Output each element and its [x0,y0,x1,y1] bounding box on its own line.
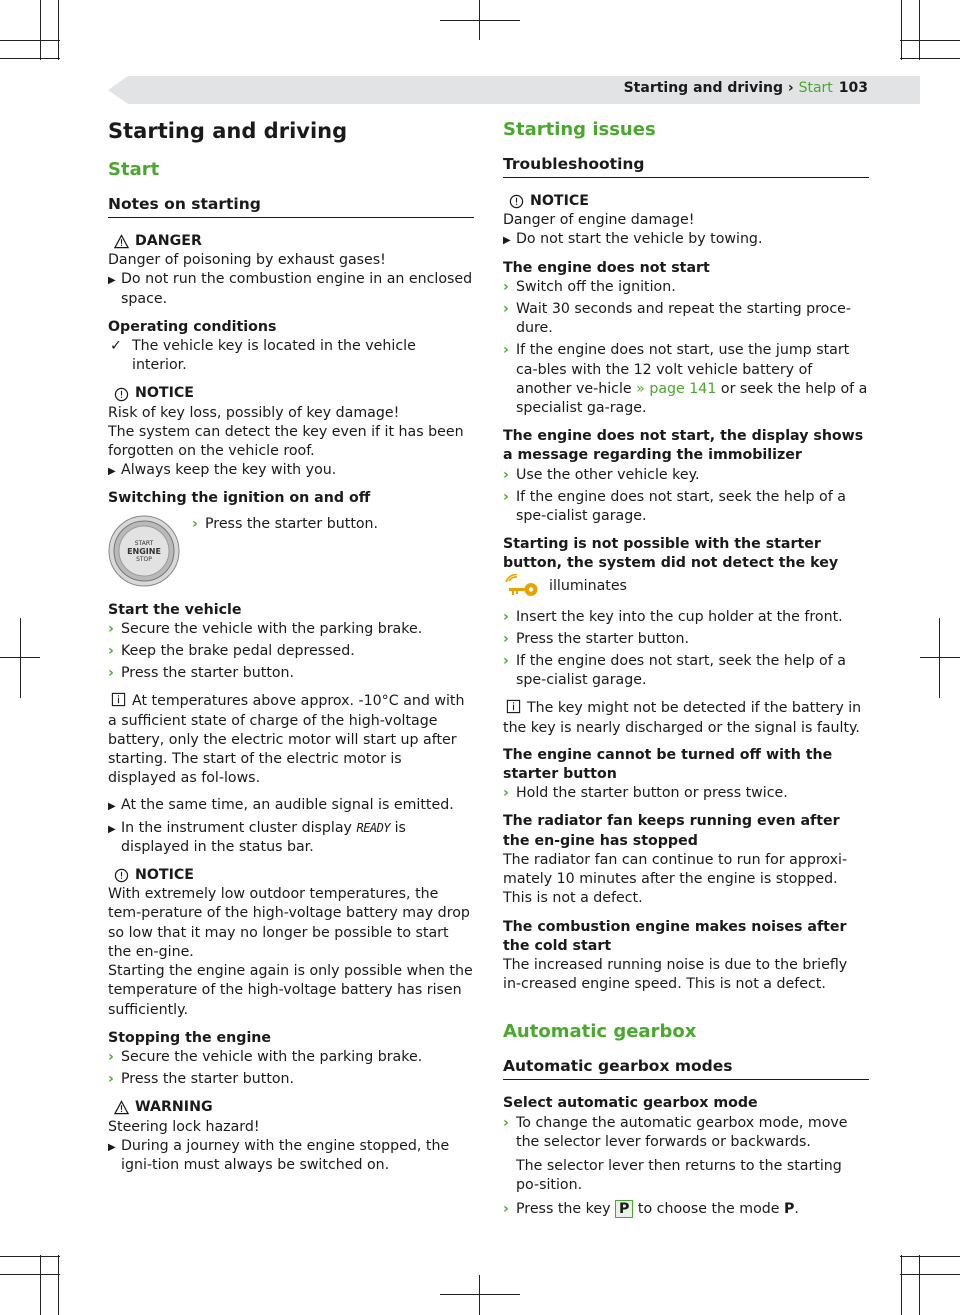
crop-mark [20,618,21,698]
step-item [192,515,474,534]
block-title: The engine cannot be turned off with the starter button [503,746,833,783]
stopping-block [108,1029,474,1090]
notice-icon [509,194,524,209]
step-item [108,664,474,683]
step-item [503,784,869,803]
start-vehicle-block [108,601,474,684]
list-item [108,819,474,857]
page-number: 103 [838,80,868,96]
notice-title [108,866,474,885]
illuminates-text: illuminates [549,578,627,595]
list-item-text: At the same time, an audible signal is emitted. [121,797,454,814]
warning-triangle-icon [114,1100,129,1115]
p-key-icon: P [615,1200,633,1218]
notice-text: Danger of engine damage! [503,212,695,229]
warning-label: WARNING [135,1099,213,1116]
step-item [503,652,869,690]
crop-mark [0,1256,60,1257]
info-icon [111,692,126,707]
crop-mark [0,1274,60,1275]
arrow-icon: ▶ [108,466,116,478]
cannot-turn-off-block [503,746,869,804]
notice-text: Starting the engine again is only possible when the temperature of the high-voltage battery has risen sufficiently. [108,963,473,1018]
step-item [108,1070,474,1089]
step-text: Press the starter button. [205,515,379,532]
key-warning-icon [503,574,541,600]
block-title: The radiator fan keeps running even after the en-gine has stopped [503,813,840,849]
step-text: Press the key [516,1201,611,1218]
step-text: Insert the key into the cup holder at the front. [516,608,843,625]
crop-mark [40,1255,41,1315]
step-text: Press the starter button. [121,1071,295,1088]
header-section: Starting and driving [623,80,784,96]
danger-label: DANGER [135,233,202,249]
warning-text: Steering lock hazard! [108,1118,260,1135]
block-title: The combustion engine makes noises after the cold start [503,918,847,954]
key-indicator-row [503,574,869,600]
list-item-text: Always keep the key with you. [121,462,337,479]
step-item [503,300,869,338]
step-chevron-icon: › [108,1071,114,1088]
block-text: The increased running noise is due to the briefly in-creased engine speed. This is not a defect. [503,956,848,993]
step-text: If the engine does not start, use the jump start ca-bles with the 12 volt vehicle battery of another ve-hicle [516,342,850,397]
crop-mark [0,58,60,59]
notice-label: NOTICE [135,385,194,402]
header-subsection: Start [798,80,833,96]
block-title: The engine does not start, the display shows a message regarding the immobilizer [503,428,864,464]
starter-button-figure [108,515,474,587]
step-text: Secure the vehicle with the parking brake. [121,1048,423,1065]
list-item [108,461,474,480]
immobilizer-block [503,427,869,526]
step-text: Use the other vehicle key. [516,466,700,483]
notice-box [108,866,474,1020]
list-item [108,796,474,815]
step-chevron-icon: › [503,1114,509,1131]
section-title: Automatic gearbox [503,1021,697,1043]
crop-mark [939,618,940,698]
info-icon [506,699,521,714]
step-chevron-icon: › [108,1048,114,1065]
info-text: At temperatures above approx. -10°C and with a sufficient state of charge of the high-voltage battery, only the electric motor will start up after starting. The start of the electric motor is displayed as fol-lows. [108,693,465,787]
key-not-detected-block [503,535,869,690]
list-item-text: During a journey with the engine stopped, the igni-tion must always be switched on. [121,1137,450,1173]
step-chevron-icon: › [192,515,198,532]
arrow-icon: ▶ [503,235,511,247]
crop-mark [900,58,960,59]
step-item [503,466,869,485]
section-title: Starting issues [503,119,656,140]
step-text: Secure the vehicle with the parking brake. [121,620,423,637]
right-column [503,118,869,1229]
notice-icon [114,387,129,402]
step-chevron-icon: › [503,1201,509,1218]
ready-display-word: READY [356,820,391,835]
danger-title [108,232,474,251]
crop-mark [919,1255,920,1315]
notice-box [503,192,869,250]
step-text: If the engine does not start, seek the help of a spe-cialist garage. [516,488,846,525]
subsection-title: Notes on starting [108,194,474,218]
stopping-title: Stopping the engine [108,1029,272,1046]
checkmark-icon: ✓ [110,338,122,355]
step-chevron-icon: › [503,342,509,359]
ready-list [108,796,474,857]
notice-text: With extremely low outdoor temperatures, the tem-perature of the high-voltage battery may drop so low that it may no longer be possible to start the en-gine. [108,886,470,960]
step-subtext: The selector lever then returns to the starting po-sition. [516,1157,842,1194]
step-chevron-icon: › [503,301,509,318]
step-text: Hold the starter button or press twice. [516,785,788,802]
step-chevron-icon: › [503,653,509,670]
step-text: Keep the brake pedal depressed. [121,643,355,660]
arrow-icon: ▶ [108,275,116,287]
step-item [503,630,869,649]
block-title: Select automatic gearbox mode [503,1095,758,1112]
crop-mark [919,0,920,60]
operating-title: Operating conditions [108,318,277,335]
step-chevron-icon: › [503,488,509,505]
condition-text: The vehicle key is located in the vehicle interior. [132,338,416,374]
start-vehicle-title: Start the vehicle [108,601,242,618]
notice-label: NOTICE [135,867,194,884]
step-item [503,1114,869,1152]
list-item-text: Do not start the vehicle by towing. [516,231,763,248]
danger-box [108,232,474,309]
condition-item [108,337,474,375]
cold-start-block [503,918,869,995]
notice-title [108,384,474,403]
starter-button-icon [108,515,180,587]
button-text-start: START [134,539,154,547]
crop-mark [479,1275,480,1315]
notice-text: Risk of key loss, possibly of key damage! [108,404,400,421]
notice-title [503,192,869,211]
crop-mark [900,1274,960,1275]
subsection-title: Troubleshooting [503,154,869,178]
list-item-text: In the instrument cluster display [121,819,352,836]
danger-text: Danger of poisoning by exhaust gases! [108,252,386,269]
crop-mark [901,1255,902,1315]
step-item [503,488,869,526]
list-item [108,1137,474,1175]
step-text: . [794,1201,799,1218]
crop-mark [901,0,902,60]
step-chevron-icon: › [108,620,114,637]
info-note [108,692,474,788]
radiator-fan-block [503,812,869,908]
step-text: If the engine does not start, seek the help of a spe-cialist garage. [516,653,846,689]
step-item [503,278,869,297]
list-item-text: Do not run the combustion engine in an enclosed space. [121,271,473,307]
warning-title [108,1098,474,1117]
block-text: The radiator fan can continue to run for approxi-mately 10 minutes after the engine is stopped. This is not a defect. [503,851,848,907]
page-link[interactable]: » page 141 [631,380,717,397]
arrow-icon: ▶ [108,1141,116,1153]
warning-box [108,1098,474,1175]
crop-mark [900,40,960,41]
step-item [108,1048,474,1067]
step-chevron-icon: › [503,278,509,295]
crop-mark [58,0,59,60]
button-text-stop: STOP [136,555,152,563]
crop-mark [58,1255,59,1315]
list-item [503,230,869,249]
list-item-text: is displayed in the status bar. [121,819,406,855]
notice-box [108,384,474,480]
crop-mark [0,40,60,41]
mode-p-symbol: P [784,1201,795,1218]
crop-mark [440,1294,520,1295]
crop-mark [440,20,520,21]
arrow-icon: ▶ [108,801,116,813]
step-item [108,642,474,661]
crop-mark [920,657,960,658]
step-item [503,1200,869,1219]
crop-mark [40,0,41,60]
step-chevron-icon: › [108,643,114,660]
step-chevron-icon: › [108,665,114,682]
engine-not-start-block [503,259,869,419]
step-chevron-icon: › [503,785,509,802]
button-text-engine: ENGINE [127,546,161,556]
notice-icon [114,868,129,883]
running-header [624,80,868,96]
step-text: Press the starter button. [121,665,295,682]
step-text: to choose the mode [637,1201,780,1218]
notice-text: The system can detect the key even if it has been forgotten on the vehicle roof. [108,423,464,460]
subsection-title: Automatic gearbox modes [503,1056,869,1080]
step-chevron-icon: › [503,630,509,647]
gearbox-mode-block [503,1094,869,1219]
step-chevron-icon: › [503,466,509,483]
step-item [503,341,869,418]
step-item [108,620,474,639]
notice-label: NOTICE [530,193,589,209]
step-text: Press the starter button. [516,630,690,647]
list-item [108,270,474,308]
header-separator: › [783,80,799,96]
chapter-title: Starting and driving [108,119,348,143]
step-text: To change the automatic gearbox mode, move the selector lever forwards or backwards. [516,1114,848,1150]
arrow-icon: ▶ [108,823,116,835]
info-text: The key might not be detected if the battery in the key is nearly discharged or the signal is faulty. [503,700,862,736]
crop-mark [900,1256,960,1257]
step-text: Wait 30 seconds and repeat the starting proce-dure. [516,301,851,337]
step-item [503,608,869,627]
left-column [108,118,474,1184]
block-title: The engine does not start [503,259,710,276]
step-text: or seek the help of a specialist ga-rage. [516,380,868,417]
ignition-title: Switching the ignition on and off [108,490,371,507]
operating-conditions [108,318,474,376]
warning-triangle-icon [114,234,129,249]
step-chevron-icon: › [503,608,509,625]
block-title: Starting is not possible with the starter button, the system did not detect the key [503,536,839,572]
step-text: Switch off the ignition. [516,278,676,295]
info-note [503,699,869,737]
section-title: Start [108,159,160,180]
